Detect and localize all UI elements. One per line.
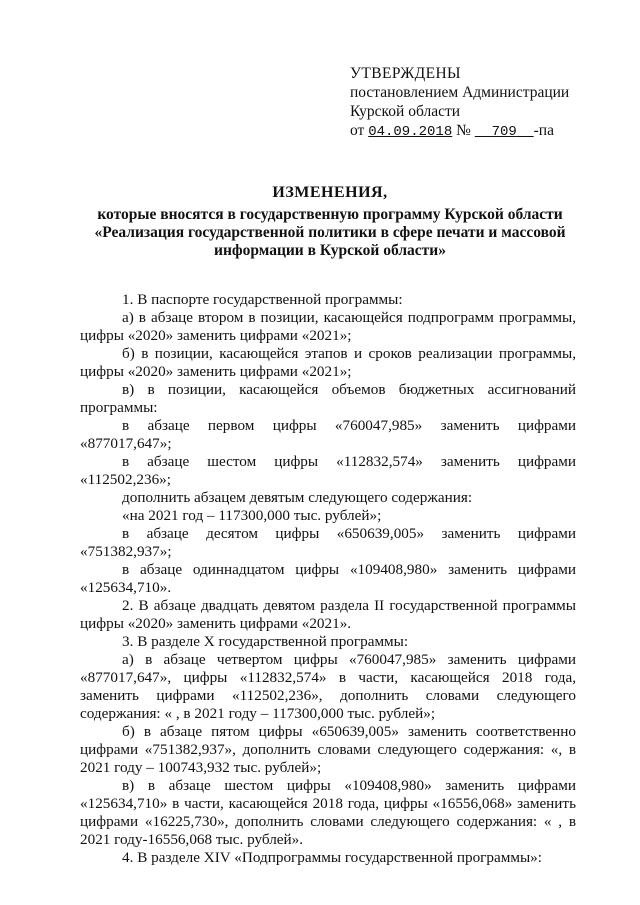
paragraph: б) в абзаце пятом цифры «650639,005» заменить соответственно цифрами «751382,937», дополнить словами следующего содержания: «, в 2021 году – 100743,932 тыс. рублей»; [80,723,576,776]
paragraph: а) в абзаце четвертом цифры «760047,985» заменить цифрами «877017,647», цифры «112832,574» в части, касающейся 2018 года, заменить цифрами «112502,236», дополнить словами следующего содержания: « , в 2021 году – 117300,000 тыс. рублей»; [80,651,576,722]
paragraph: дополнить абзацем девятым следующего содержания: [122,489,473,506]
paragraph: 1. В паспорте государственной программы: [122,291,403,308]
title-line-3: информации в Курской области» [214,242,446,259]
approval-date: 04.09.2018 [368,124,453,140]
approval-from-label: от [350,122,365,139]
document-body [80,291,576,867]
paragraph: в) в позиции, касающейся объемов бюджетных ассигнований программы: [80,381,576,416]
approval-heading: УТВЕРЖДЕНЫ [350,65,461,82]
title-line-1: которые вносятся в государственную программу Курской области [97,206,563,223]
paragraph: б) в позиции, касающейся этапов и сроков реализации программы, цифры «2020» заменить цифрами «2021»; [80,345,576,380]
paragraph: «на 2021 год – 117300,000 тыс. рублей»; [122,507,382,524]
approval-number: 709 [491,124,517,140]
title-main: ИЗМЕНЕНИЯ, [272,184,388,201]
document-title [80,184,580,260]
approval-region: Курской области [350,103,461,120]
paragraph: 4. В разделе XIV «Подпрограммы государственной программы»: [122,849,542,866]
approval-authority: постановлением Администрации [350,84,570,101]
approval-number-suffix: -па [533,122,554,139]
paragraph: 3. В разделе X государственной программы: [122,633,409,650]
paragraph: в абзаце одиннадцатом цифры «109408,980» заменить цифрами «125634,710». [80,561,576,596]
paragraph: в абзаце десятом цифры «650639,005» заменить цифрами «751382,937»; [80,525,576,560]
paragraph: в) в абзаце шестом цифры «109408,980» заменить цифрами «125634,710» в части, касающейся 2018 года, цифры «16556,068» заменить цифрами «16225,730», дополнить словами следующего содержания: « , в 2021 году-16556,068 тыс. рублей». [80,777,576,848]
paragraph: а) в абзаце втором в позиции, касающейся подпрограмм программы, цифры «2020» заменить цифрами «2021»; [80,309,576,344]
paragraph: в абзаце первом цифры «760047,985» заменить цифрами «877017,647»; [80,417,576,452]
approval-number-label: № [456,122,471,139]
approval-date-number [350,121,569,142]
paragraph: в абзаце шестом цифры «112832,574» заменить цифрами «112502,236»; [80,453,576,488]
paragraph: 2. В абзаце двадцать девятом раздела II государственной программы цифры «2020» заменить цифрами «2021». [80,597,576,632]
title-line-2: «Реализация государственной политики в сфере печати и массовой [94,224,566,241]
approval-stamp [350,64,569,142]
